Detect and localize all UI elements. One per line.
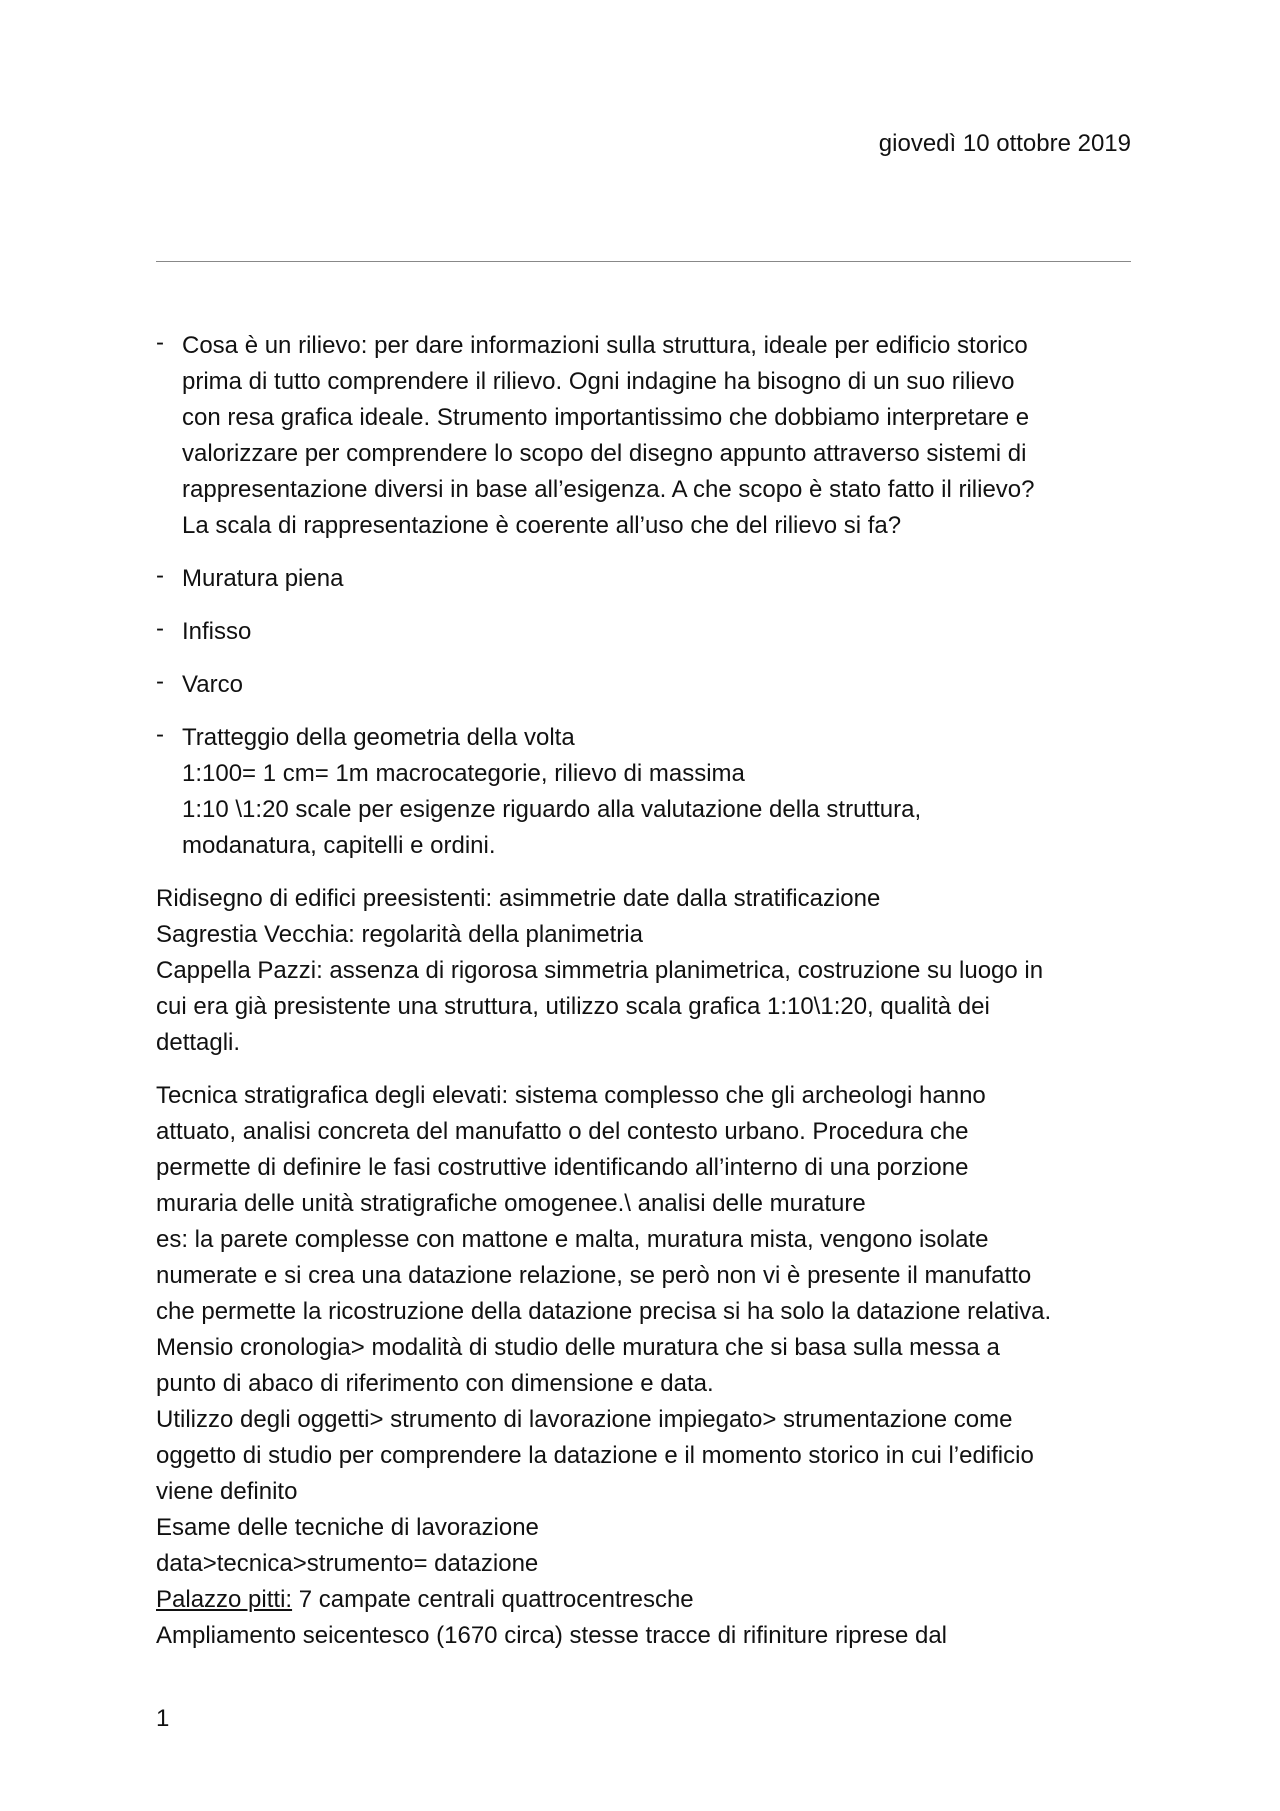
- text-line: Infisso: [182, 618, 252, 645]
- text-line: Utilizzo degli oggetti> strumento di lavorazione impiegato> strumentazione come: [156, 1406, 1013, 1433]
- text-line: con resa grafica ideale. Strumento importantissimo che dobbiamo interpretare e: [182, 404, 1030, 431]
- bullet-dash: -: [156, 329, 164, 356]
- palazzo-pitti-line: [156, 1582, 1131, 1618]
- text-line: dettagli.: [156, 1029, 241, 1056]
- text-line: permette di definire le fasi costruttive identificando all’interno di una porzione: [156, 1154, 969, 1181]
- page-number: 1: [156, 1705, 170, 1732]
- bullet-list: [156, 328, 1131, 864]
- text-line: 1:100= 1 cm= 1m macrocategorie, rilievo di massima: [182, 760, 745, 787]
- bullet-item: [156, 667, 1131, 703]
- text-line: La scala di rappresentazione è coerente all’uso che del rilievo si fa?: [182, 512, 902, 539]
- text-line: Cosa è un rilievo: per dare informazioni sulla struttura, ideale per edificio storico: [182, 332, 1028, 359]
- text-line: Ampliamento seicentesco (1670 circa) stesse tracce di rifiniture riprese dal: [156, 1622, 948, 1649]
- text-line: Tratteggio della geometria della volta: [182, 724, 575, 751]
- bullet-item: [156, 720, 1131, 864]
- text-line: Cappella Pazzi: assenza di rigorosa simmetria planimetrica, costruzione su luogo in: [156, 957, 1044, 984]
- text-line: oggetto di studio per comprendere la datazione e il momento storico in cui l’edificio: [156, 1442, 1034, 1469]
- paragraph-tecnica-stratigrafica: [156, 1078, 1131, 1654]
- paragraph-ridisegno: [156, 881, 1131, 1061]
- text-line: muraria delle unità stratigrafiche omogenee.\ analisi delle murature: [156, 1190, 866, 1217]
- text-line: Varco: [182, 671, 243, 698]
- text-line: prima di tutto comprendere il rilievo. Ogni indagine ha bisogno di un suo rilievo: [182, 368, 1015, 395]
- text-line: Tecnica stratigrafica degli elevati: sistema complesso che gli archeologi hanno: [156, 1082, 986, 1109]
- text-line: attuato, analisi concreta del manufatto o del contesto urbano. Procedura che: [156, 1118, 969, 1145]
- bullet-dash: -: [156, 615, 164, 642]
- bullet-dash: -: [156, 721, 164, 748]
- text-line: che permette la ricostruzione della datazione precisa si ha solo la datazione relativa.: [156, 1298, 1052, 1325]
- bullet-item: [156, 614, 1131, 650]
- text-line: modanatura, capitelli e ordini.: [182, 832, 496, 859]
- palazzo-pitti-label: Palazzo pitti:: [156, 1586, 293, 1613]
- text-line: Muratura piena: [182, 565, 344, 592]
- text-line: punto di abaco di riferimento con dimensione e data.: [156, 1370, 714, 1397]
- document-date: giovedì 10 ottobre 2019: [878, 130, 1131, 157]
- bullet-item: [156, 328, 1131, 544]
- bullet-dash: -: [156, 668, 164, 695]
- text-line: es: la parete complesse con mattone e malta, muratura mista, vengono isolate: [156, 1226, 989, 1253]
- palazzo-pitti-text: 7 campate centrali quattrocentresche: [292, 1586, 694, 1613]
- bullet-item: [156, 561, 1131, 597]
- bullet-dash: -: [156, 562, 164, 589]
- text-line: 1:10 \1:20 scale per esigenze riguardo alla valutazione della struttura,: [182, 796, 922, 823]
- text-line: Esame delle tecniche di lavorazione: [156, 1514, 539, 1541]
- document-body: [156, 328, 1131, 1654]
- text-line: rappresentazione diversi in base all’esigenza. A che scopo è stato fatto il rilievo?: [182, 476, 1035, 503]
- text-line: Ridisegno di edifici preesistenti: asimmetrie date dalla stratificazione: [156, 885, 881, 912]
- text-line: Sagrestia Vecchia: regolarità della planimetria: [156, 921, 643, 948]
- text-line: Mensio cronologia> modalità di studio delle muratura che si basa sulla messa a: [156, 1334, 1000, 1361]
- text-line: cui era già presistente una struttura, utilizzo scala grafica 1:10\1:20, qualità dei: [156, 993, 990, 1020]
- text-line: numerate e si crea una datazione relazione, se però non vi è presente il manufatto: [156, 1262, 1032, 1289]
- header-divider: [156, 261, 1131, 262]
- text-line: valorizzare per comprendere lo scopo del disegno appunto attraverso sistemi di: [182, 440, 1027, 467]
- text-line: data>tecnica>strumento= datazione: [156, 1550, 539, 1577]
- text-line: viene definito: [156, 1478, 298, 1505]
